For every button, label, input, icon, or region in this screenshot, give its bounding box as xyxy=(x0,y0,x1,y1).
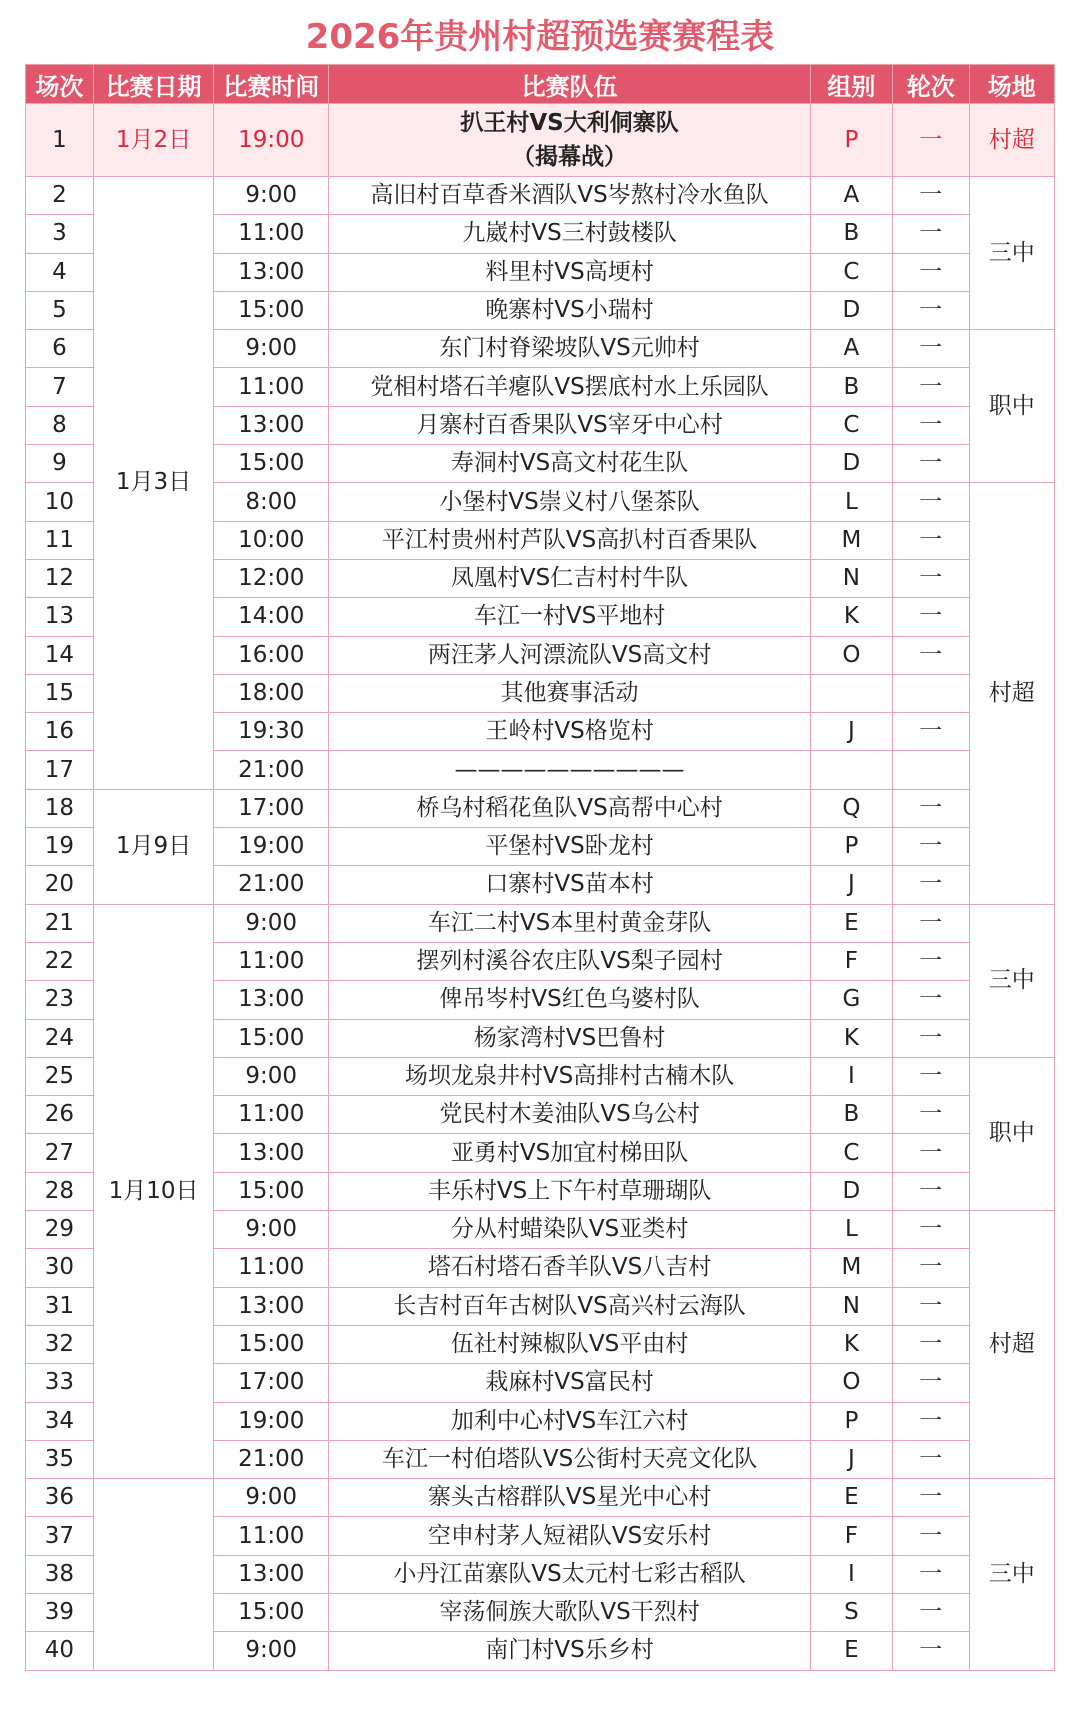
match-round: 一 xyxy=(892,981,969,1019)
match-no: 15 xyxy=(26,674,94,712)
match-no: 26 xyxy=(26,1096,94,1134)
match-round: 一 xyxy=(892,368,969,406)
match-round: 一 xyxy=(892,1632,969,1670)
match-teams: 长吉村百年古树队VS高兴村云海队 xyxy=(329,1287,811,1325)
match-time: 9:00 xyxy=(214,1632,329,1670)
match-group: A xyxy=(810,330,892,368)
match-group: I xyxy=(810,1057,892,1095)
match-group: E xyxy=(810,904,892,942)
match-no: 9 xyxy=(26,445,94,483)
match-no: 34 xyxy=(26,1402,94,1440)
match-round: 一 xyxy=(892,445,969,483)
match-no: 5 xyxy=(26,291,94,329)
match-teams: 晚寨村VS小瑞村 xyxy=(329,291,811,329)
match-teams: 塔石村塔石香羊队VS八吉村 xyxy=(329,1249,811,1287)
match-time: 9:00 xyxy=(214,1211,329,1249)
match-no: 16 xyxy=(26,713,94,751)
opening-teams-line2: （揭幕战） xyxy=(512,144,628,170)
match-round: 一 xyxy=(892,904,969,942)
match-teams: 空申村茅人短裙队VS安乐村 xyxy=(329,1517,811,1555)
match-time: 15:00 xyxy=(214,291,329,329)
match-group: N xyxy=(810,559,892,597)
match-time: 13:00 xyxy=(214,253,329,291)
match-teams: 凤凰村VS仁吉村村牛队 xyxy=(329,559,811,597)
match-round: 一 xyxy=(892,1134,969,1172)
match-round: 一 xyxy=(892,1287,969,1325)
match-no: 37 xyxy=(26,1517,94,1555)
match-time: 18:00 xyxy=(214,674,329,712)
match-teams: 九崴村VS三村鼓楼队 xyxy=(329,215,811,253)
match-group: B xyxy=(810,368,892,406)
match-venue: 职中 xyxy=(969,1057,1054,1210)
match-group: I xyxy=(810,1555,892,1593)
match-teams: 党相村塔石羊瘪队VS摆底村水上乐园队 xyxy=(329,368,811,406)
match-venue: 村超 xyxy=(969,104,1054,177)
match-time: 15:00 xyxy=(214,1593,329,1631)
match-no: 13 xyxy=(26,598,94,636)
match-no: 25 xyxy=(26,1057,94,1095)
match-no: 38 xyxy=(26,1555,94,1593)
match-group xyxy=(810,751,892,789)
schedule-table xyxy=(25,64,1055,1671)
match-teams: 寨头古榕群队VS星光中心村 xyxy=(329,1479,811,1517)
match-time: 21:00 xyxy=(214,866,329,904)
match-group: M xyxy=(810,521,892,559)
match-round: 一 xyxy=(892,559,969,597)
match-no: 4 xyxy=(26,253,94,291)
match-date xyxy=(93,1479,213,1670)
match-round: 一 xyxy=(892,789,969,827)
match-group: B xyxy=(810,215,892,253)
match-no: 6 xyxy=(26,330,94,368)
match-no: 35 xyxy=(26,1440,94,1478)
match-time: 9:00 xyxy=(214,1479,329,1517)
match-time: 16:00 xyxy=(214,636,329,674)
match-round: 一 xyxy=(892,636,969,674)
match-time: 13:00 xyxy=(214,406,329,444)
match-teams: 两汪茅人河漂流队VS高文村 xyxy=(329,636,811,674)
match-group: F xyxy=(810,1517,892,1555)
match-no: 30 xyxy=(26,1249,94,1287)
match-group: O xyxy=(810,1364,892,1402)
match-group: J xyxy=(810,866,892,904)
page-title: 2026年贵州村超预选赛赛程表 xyxy=(305,17,775,57)
match-round: 一 xyxy=(892,1096,969,1134)
match-time: 12:00 xyxy=(214,559,329,597)
match-round: 一 xyxy=(892,1019,969,1057)
match-venue: 村超 xyxy=(969,483,1054,904)
match-time: 13:00 xyxy=(214,1134,329,1172)
match-round: 一 xyxy=(892,406,969,444)
match-round: 一 xyxy=(892,1402,969,1440)
match-no: 31 xyxy=(26,1287,94,1325)
header-teams: 比赛队伍 xyxy=(329,65,811,104)
match-no: 14 xyxy=(26,636,94,674)
match-time: 9:00 xyxy=(214,1057,329,1095)
match-teams xyxy=(329,104,811,177)
match-group: E xyxy=(810,1632,892,1670)
match-no: 8 xyxy=(26,406,94,444)
opening-teams-line1: 扒王村VS大利侗寨队 xyxy=(460,110,679,136)
match-group: J xyxy=(810,713,892,751)
match-round: 一 xyxy=(892,1325,969,1363)
match-no: 19 xyxy=(26,828,94,866)
match-time: 19:00 xyxy=(214,104,329,177)
match-round: 一 xyxy=(892,1211,969,1249)
match-round: 一 xyxy=(892,215,969,253)
table-row xyxy=(26,789,1055,827)
match-venue: 职中 xyxy=(969,330,1054,483)
match-time: 8:00 xyxy=(214,483,329,521)
match-group: P xyxy=(810,1402,892,1440)
match-no: 3 xyxy=(26,215,94,253)
match-time: 11:00 xyxy=(214,1249,329,1287)
match-date: 1月2日 xyxy=(93,104,213,177)
match-round: 一 xyxy=(892,942,969,980)
match-round: 一 xyxy=(892,713,969,751)
table-row xyxy=(26,904,1055,942)
match-time: 17:00 xyxy=(214,1364,329,1402)
match-no: 22 xyxy=(26,942,94,980)
match-round: 一 xyxy=(892,828,969,866)
match-round: 一 xyxy=(892,866,969,904)
table-row-opening xyxy=(26,104,1055,177)
match-group: L xyxy=(810,1211,892,1249)
match-time: 19:00 xyxy=(214,1402,329,1440)
match-teams: 寿洞村VS高文村花生队 xyxy=(329,445,811,483)
match-group: J xyxy=(810,1440,892,1478)
match-time: 11:00 xyxy=(214,215,329,253)
match-group: F xyxy=(810,942,892,980)
match-no: 20 xyxy=(26,866,94,904)
match-group: S xyxy=(810,1593,892,1631)
match-no: 10 xyxy=(26,483,94,521)
match-teams: 东门村脊梁坡队VS元帅村 xyxy=(329,330,811,368)
match-group: P xyxy=(810,828,892,866)
match-teams: 栽麻村VS富民村 xyxy=(329,1364,811,1402)
match-round: 一 xyxy=(892,1440,969,1478)
match-group: G xyxy=(810,981,892,1019)
match-date: 1月3日 xyxy=(93,177,213,790)
table-row xyxy=(26,177,1055,215)
match-no: 40 xyxy=(26,1632,94,1670)
match-time: 15:00 xyxy=(214,1172,329,1210)
match-group: P xyxy=(810,104,892,177)
header-group: 组别 xyxy=(810,65,892,104)
match-time: 19:30 xyxy=(214,713,329,751)
match-no: 32 xyxy=(26,1325,94,1363)
match-round: 一 xyxy=(892,1364,969,1402)
match-teams: 车江二村VS本里村黄金芽队 xyxy=(329,904,811,942)
match-round: 一 xyxy=(892,521,969,559)
match-group: K xyxy=(810,1325,892,1363)
match-teams: 料里村VS高埂村 xyxy=(329,253,811,291)
match-group: D xyxy=(810,1172,892,1210)
header-date: 比赛日期 xyxy=(93,65,213,104)
match-teams: 加利中心村VS车江六村 xyxy=(329,1402,811,1440)
match-no: 24 xyxy=(26,1019,94,1057)
match-date: 1月10日 xyxy=(93,904,213,1478)
match-round: 一 xyxy=(892,1172,969,1210)
match-round: 一 xyxy=(892,1479,969,1517)
match-time: 9:00 xyxy=(214,330,329,368)
header-venue: 场地 xyxy=(969,65,1054,104)
match-round: 一 xyxy=(892,291,969,329)
match-time: 11:00 xyxy=(214,942,329,980)
match-group: C xyxy=(810,253,892,291)
match-no: 21 xyxy=(26,904,94,942)
match-no: 39 xyxy=(26,1593,94,1631)
match-time: 13:00 xyxy=(214,1555,329,1593)
match-round xyxy=(892,674,969,712)
match-group: N xyxy=(810,1287,892,1325)
table-row xyxy=(26,1479,1055,1517)
match-time: 11:00 xyxy=(214,1517,329,1555)
match-teams: 车江一村伯塔队VS公街村天亮文化队 xyxy=(329,1440,811,1478)
match-group xyxy=(810,674,892,712)
match-teams: —————————— xyxy=(329,751,811,789)
match-teams: 分从村蜡染队VS亚类村 xyxy=(329,1211,811,1249)
match-time: 11:00 xyxy=(214,368,329,406)
match-no: 17 xyxy=(26,751,94,789)
match-teams: 亚勇村VS加宜村梯田队 xyxy=(329,1134,811,1172)
match-time: 11:00 xyxy=(214,1096,329,1134)
match-time: 9:00 xyxy=(214,177,329,215)
match-group: B xyxy=(810,1096,892,1134)
match-no: 33 xyxy=(26,1364,94,1402)
match-time: 10:00 xyxy=(214,521,329,559)
match-no: 28 xyxy=(26,1172,94,1210)
match-round: 一 xyxy=(892,253,969,291)
match-no: 2 xyxy=(26,177,94,215)
match-teams: 场坝龙泉井村VS高排村古楠木队 xyxy=(329,1057,811,1095)
match-date: 1月9日 xyxy=(93,789,213,904)
match-no: 11 xyxy=(26,521,94,559)
match-teams: 口寨村VS苗本村 xyxy=(329,866,811,904)
match-teams: 王岭村VS格览村 xyxy=(329,713,811,751)
match-venue: 三中 xyxy=(969,177,1054,330)
match-round: 一 xyxy=(892,104,969,177)
match-no: 23 xyxy=(26,981,94,1019)
match-teams: 其他赛事活动 xyxy=(329,674,811,712)
match-teams: 丰乐村VS上下午村草珊瑚队 xyxy=(329,1172,811,1210)
match-round xyxy=(892,751,969,789)
match-time: 19:00 xyxy=(214,828,329,866)
match-teams: 小堡村VS崇义村八堡茶队 xyxy=(329,483,811,521)
match-teams: 南门村VS乐乡村 xyxy=(329,1632,811,1670)
match-time: 9:00 xyxy=(214,904,329,942)
header-no: 场次 xyxy=(26,65,94,104)
match-teams: 平堡村VS卧龙村 xyxy=(329,828,811,866)
match-no: 18 xyxy=(26,789,94,827)
match-group: K xyxy=(810,1019,892,1057)
match-group: L xyxy=(810,483,892,521)
header-time: 比赛时间 xyxy=(214,65,329,104)
match-time: 15:00 xyxy=(214,1325,329,1363)
match-round: 一 xyxy=(892,1517,969,1555)
match-round: 一 xyxy=(892,1593,969,1631)
match-no: 29 xyxy=(26,1211,94,1249)
match-time: 21:00 xyxy=(214,1440,329,1478)
match-group: O xyxy=(810,636,892,674)
match-teams: 党民村木姜油队VS乌公村 xyxy=(329,1096,811,1134)
header-row xyxy=(26,65,1055,104)
match-teams: 桥乌村稻花鱼队VS高帮中心村 xyxy=(329,789,811,827)
match-time: 14:00 xyxy=(214,598,329,636)
match-time: 13:00 xyxy=(214,981,329,1019)
match-time: 13:00 xyxy=(214,1287,329,1325)
match-round: 一 xyxy=(892,1057,969,1095)
match-round: 一 xyxy=(892,330,969,368)
match-group: K xyxy=(810,598,892,636)
match-time: 17:00 xyxy=(214,789,329,827)
match-no: 12 xyxy=(26,559,94,597)
match-teams: 杨家湾村VS巴鲁村 xyxy=(329,1019,811,1057)
match-venue: 村超 xyxy=(969,1211,1054,1479)
match-round: 一 xyxy=(892,483,969,521)
match-group: D xyxy=(810,291,892,329)
match-round: 一 xyxy=(892,598,969,636)
match-teams: 高旧村百草香米酒队VS岑熬村冷水鱼队 xyxy=(329,177,811,215)
match-no: 27 xyxy=(26,1134,94,1172)
match-group: Q xyxy=(810,789,892,827)
match-no: 36 xyxy=(26,1479,94,1517)
match-teams: 摆列村溪谷农庄队VS梨子园村 xyxy=(329,942,811,980)
match-time: 15:00 xyxy=(214,445,329,483)
header-round: 轮次 xyxy=(892,65,969,104)
match-group: C xyxy=(810,1134,892,1172)
match-venue: 三中 xyxy=(969,904,1054,1057)
match-group: M xyxy=(810,1249,892,1287)
match-teams: 伍社村辣椒队VS平由村 xyxy=(329,1325,811,1363)
match-teams: 宰荡侗族大歌队VS干烈村 xyxy=(329,1593,811,1631)
match-teams: 俾吊岑村VS红色乌婆村队 xyxy=(329,981,811,1019)
match-teams: 平江村贵州村芦队VS高扒村百香果队 xyxy=(329,521,811,559)
match-time: 21:00 xyxy=(214,751,329,789)
match-round: 一 xyxy=(892,177,969,215)
match-round: 一 xyxy=(892,1249,969,1287)
match-teams: 月寨村百香果队VS宰牙中心村 xyxy=(329,406,811,444)
match-no: 1 xyxy=(26,104,94,177)
match-round: 一 xyxy=(892,1555,969,1593)
match-group: A xyxy=(810,177,892,215)
match-group: E xyxy=(810,1479,892,1517)
match-group: C xyxy=(810,406,892,444)
match-time: 15:00 xyxy=(214,1019,329,1057)
match-teams: 车江一村VS平地村 xyxy=(329,598,811,636)
match-venue: 三中 xyxy=(969,1479,1054,1670)
match-teams: 小丹江苗寨队VS太元村七彩古稻队 xyxy=(329,1555,811,1593)
match-group: D xyxy=(810,445,892,483)
match-no: 7 xyxy=(26,368,94,406)
